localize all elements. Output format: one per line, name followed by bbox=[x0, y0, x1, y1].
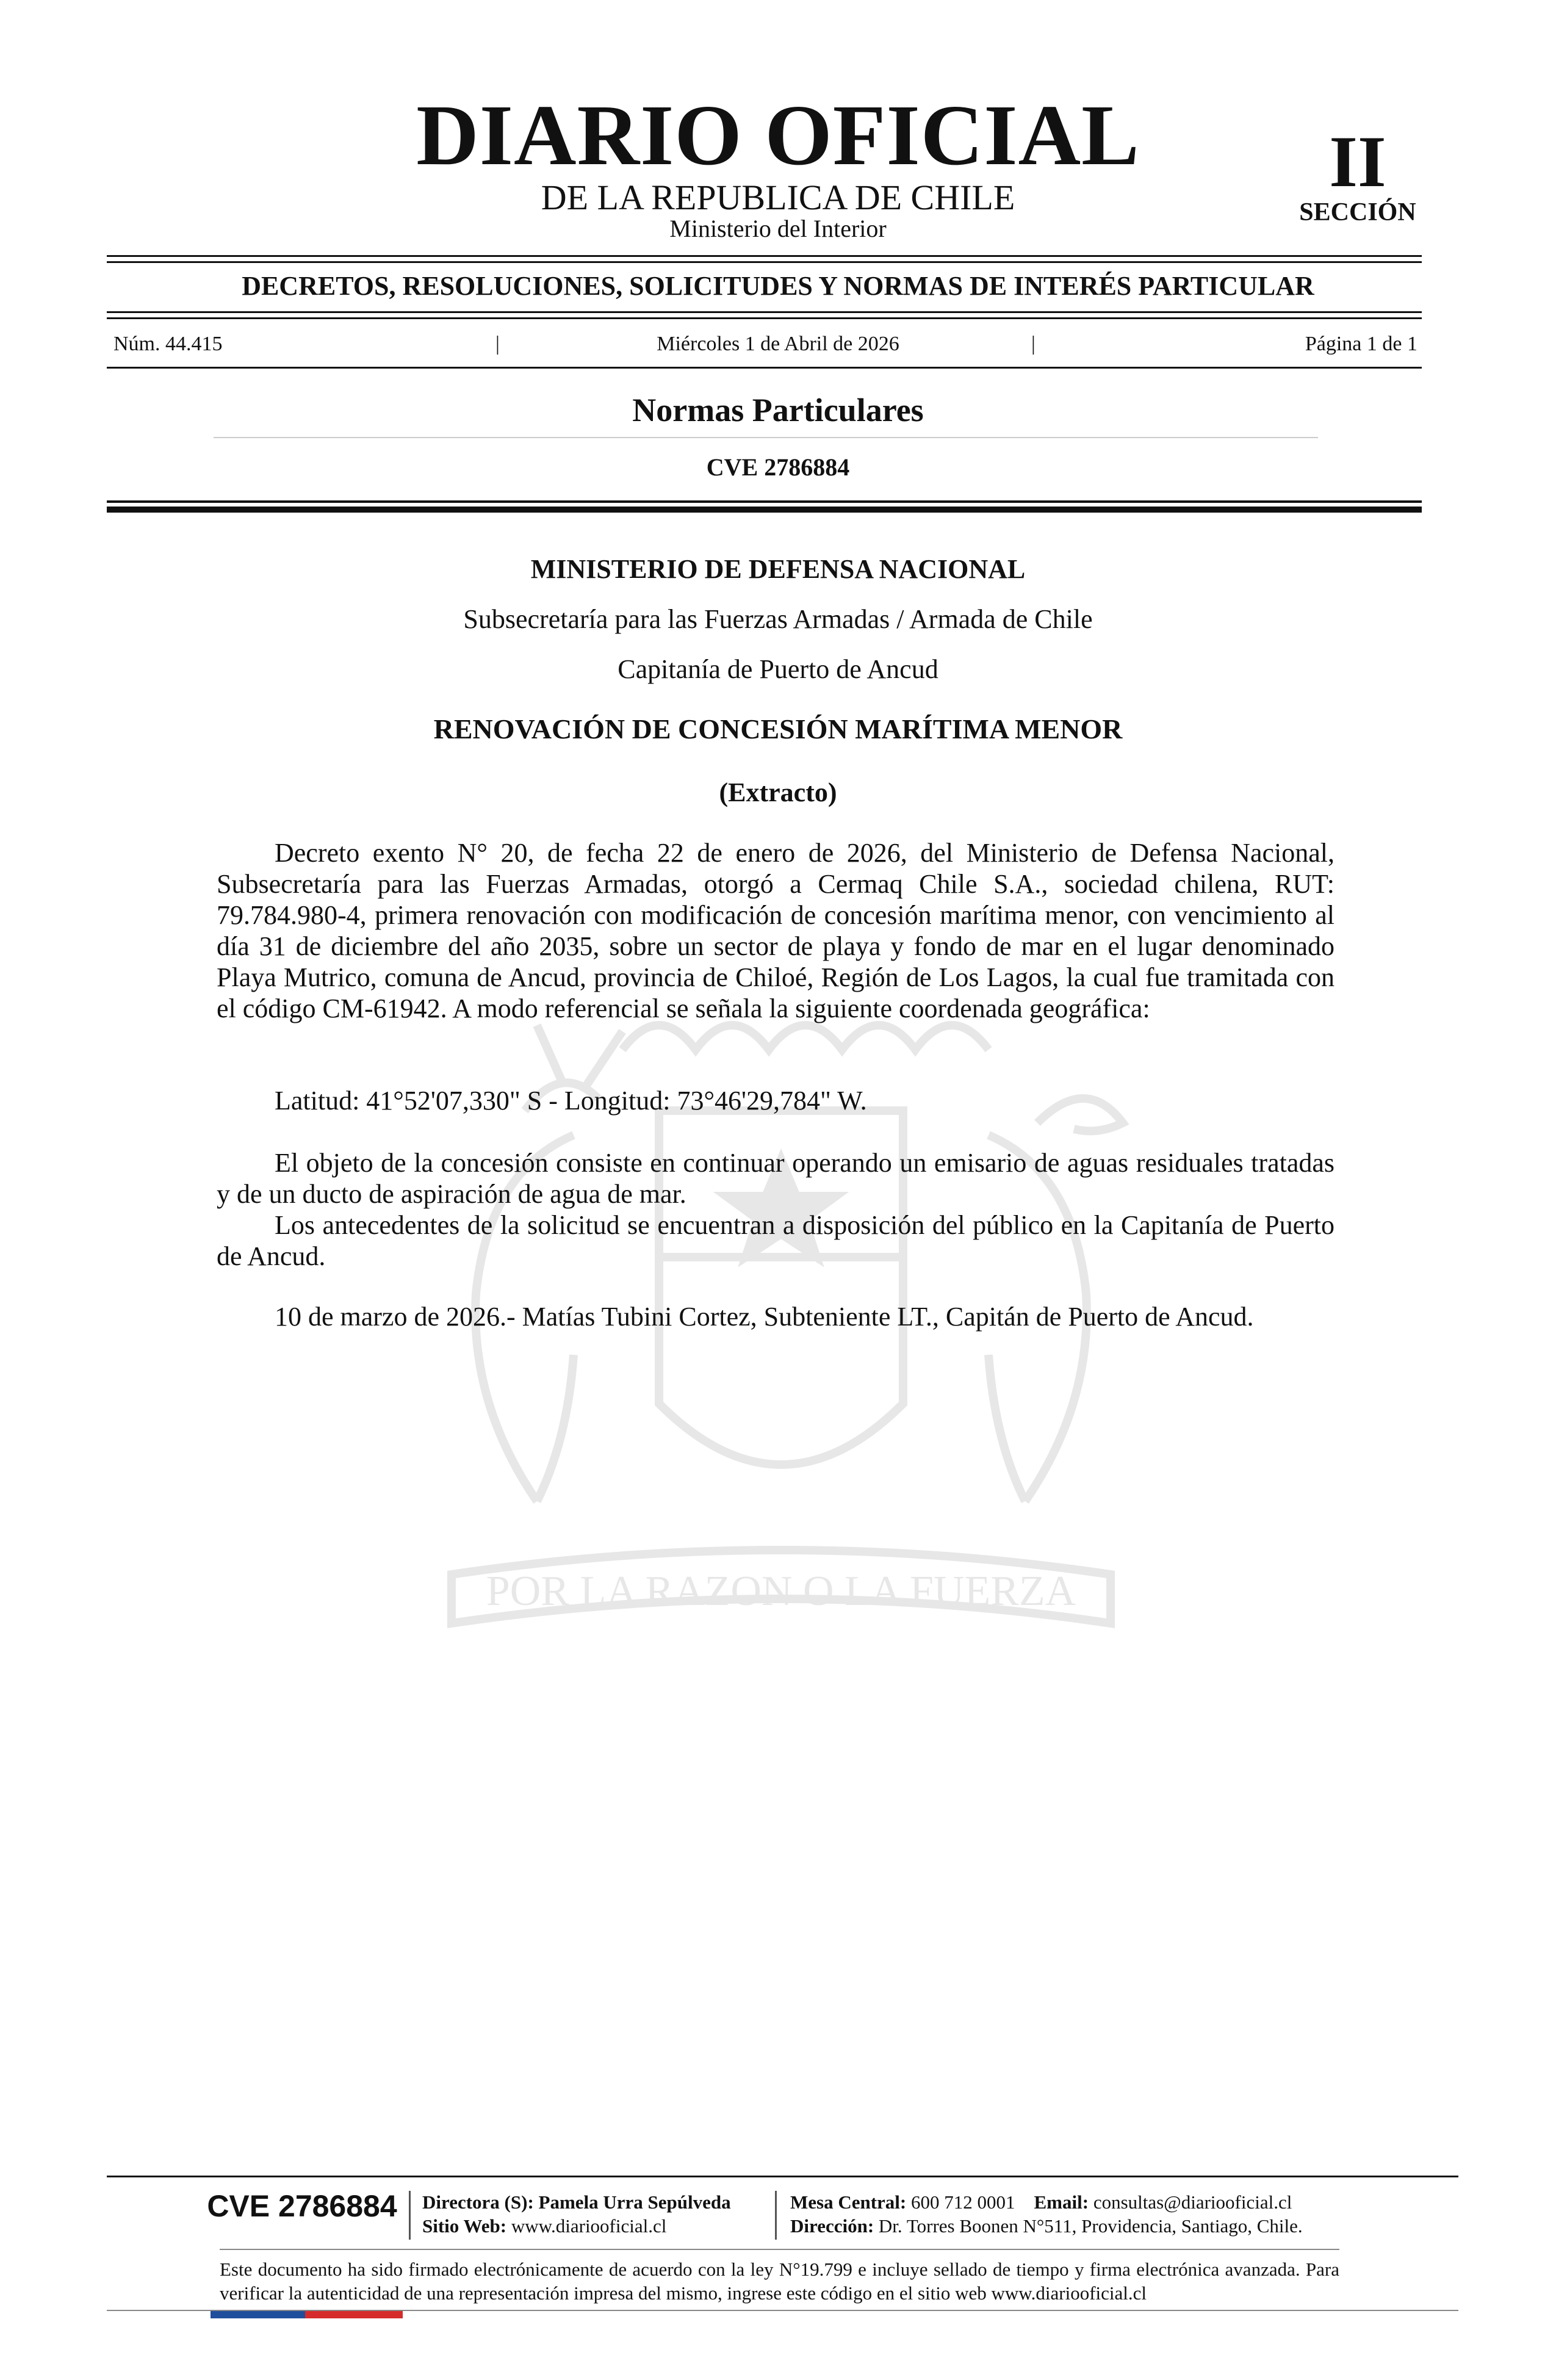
condor-head bbox=[1037, 1098, 1123, 1131]
masthead-subtitle: DE LA REPUBLICA DE CHILE bbox=[541, 178, 1015, 217]
footer-legal-notice: Este documento ha sido firmado electrónicamente de acuerdo con la ley N°19.799 e incluye sellado de tiempo y firma electrónica avanzada. Para verificar la autenticidad de una representación impresa del mismo, ingrese este código en el sitio web www.diariooficial.cl bbox=[220, 2259, 1339, 2304]
footer-directora-label: Directora (S): bbox=[422, 2191, 534, 2213]
footer-contact bbox=[790, 2193, 1292, 2212]
flag-stripe-blue bbox=[211, 2311, 305, 2318]
section-rule-thick bbox=[107, 507, 1422, 513]
section-number: II bbox=[1329, 121, 1386, 202]
header-rule-mid-2 bbox=[107, 317, 1422, 319]
footer-sitio-web bbox=[422, 2216, 666, 2235]
document-title: RENOVACIÓN DE CONCESIÓN MARÍTIMA MENOR bbox=[433, 713, 1123, 745]
footer-direccion bbox=[790, 2216, 1303, 2235]
footer-direccion-value: Dr. Torres Boonen N°511, Providencia, Santiago, Chile. bbox=[878, 2215, 1303, 2237]
footer-cve: CVE 2786884 bbox=[207, 2189, 397, 2223]
issue-date: Miércoles 1 de Abril de 2026 bbox=[657, 333, 899, 355]
section-heading-underline bbox=[214, 437, 1318, 438]
masthead-ministry: Ministerio del Interior bbox=[669, 215, 887, 242]
footer-mesa-label: Mesa Central: bbox=[790, 2191, 907, 2213]
footer-separator bbox=[409, 2191, 411, 2240]
info-rule bbox=[107, 367, 1422, 369]
page-indicator: Página 1 de 1 bbox=[1305, 333, 1417, 355]
header-rule-mid-1 bbox=[107, 311, 1422, 313]
masthead-title: DIARIO OFICIAL bbox=[416, 87, 1140, 183]
footer-email-label: Email: bbox=[1034, 2191, 1089, 2213]
footer-separator bbox=[775, 2191, 777, 2240]
footer-rule-top bbox=[107, 2176, 1458, 2177]
signature-line: 10 de marzo de 2026.- Matías Tubini Cortez, Subteniente LT., Capitán de Puerto de Ancud. bbox=[275, 1302, 1254, 1332]
footer-rule-mid bbox=[220, 2249, 1339, 2250]
body-paragraph-3: Los antecedentes de la solicitud se encuentran a disposición del público en la Capitanía de Puerto de Ancud. bbox=[217, 1210, 1334, 1271]
watermark-motto: POR LA RAZON O LA FUERZA bbox=[486, 1568, 1076, 1615]
document-subtitle: (Extracto) bbox=[719, 777, 837, 807]
body-paragraph-2: El objeto de la concesión consiste en continuar operando un emisario de aguas residuales tratadas y de un ducto de aspiración de agua de mar. bbox=[217, 1148, 1334, 1209]
section-heading: Normas Particulares bbox=[632, 392, 924, 428]
footer-direccion-label: Dirección: bbox=[790, 2215, 874, 2237]
category-heading: DECRETOS, RESOLUCIONES, SOLICITUDES Y NORMAS DE INTERÉS PARTICULAR bbox=[242, 271, 1314, 301]
capitania-line: Capitanía de Puerto de Ancud bbox=[618, 654, 938, 684]
footer-sitio-label: Sitio Web: bbox=[422, 2215, 507, 2237]
cve-label: CVE 2786884 bbox=[706, 453, 850, 481]
info-separator: | bbox=[1031, 333, 1036, 355]
footer-email-link[interactable]: consultas@diariooficial.cl bbox=[1093, 2191, 1292, 2213]
body-paragraph-1: Decreto exento N° 20, de fecha 22 de enero de 2026, del Ministerio de Defensa Nacional, Subsecretaría para las Fuerzas Armadas, otorgó a Cermaq Chile S.A., sociedad chilena, RUT: 79.784.980-4, primera renovación con modificación de concesión marítima menor, con vencimiento al día 31 de diciembre del año 2035, sobre un sector de playa y fondo de mar en el lugar denominado Playa Mutrico, comuna de Ancud, provincia de Chiloé, Región de Los Lagos, la cual fue tramitada con el código CM-61942. A modo referencial se señala la siguiente coordenada geográfica: bbox=[217, 838, 1334, 1023]
coordinates-line: Latitud: 41°52'07,330" S - Longitud: 73°46'29,784" W. bbox=[275, 1086, 867, 1116]
info-separator: | bbox=[495, 333, 500, 355]
section-label: SECCIÓN bbox=[1299, 198, 1416, 226]
issue-number: Núm. 44.415 bbox=[113, 333, 223, 355]
footer-mesa-value: 600 712 0001 bbox=[911, 2191, 1015, 2213]
ministry-heading: MINISTERIO DE DEFENSA NACIONAL bbox=[530, 554, 1026, 584]
subsecretaria-line: Subsecretaría para las Fuerzas Armadas / Armada de Chile bbox=[463, 604, 1093, 634]
flag-stripe-red bbox=[305, 2311, 403, 2318]
header-rule-top-2 bbox=[107, 261, 1422, 263]
footer-sitio-link[interactable]: www.diariooficial.cl bbox=[511, 2215, 667, 2237]
footer-directora-name: Pamela Urra Sepúlveda bbox=[538, 2191, 731, 2213]
section-rule-thin bbox=[107, 500, 1422, 503]
header-rule-top-1 bbox=[107, 255, 1422, 257]
footer-directora bbox=[422, 2193, 731, 2212]
plume-crest bbox=[622, 1025, 989, 1050]
